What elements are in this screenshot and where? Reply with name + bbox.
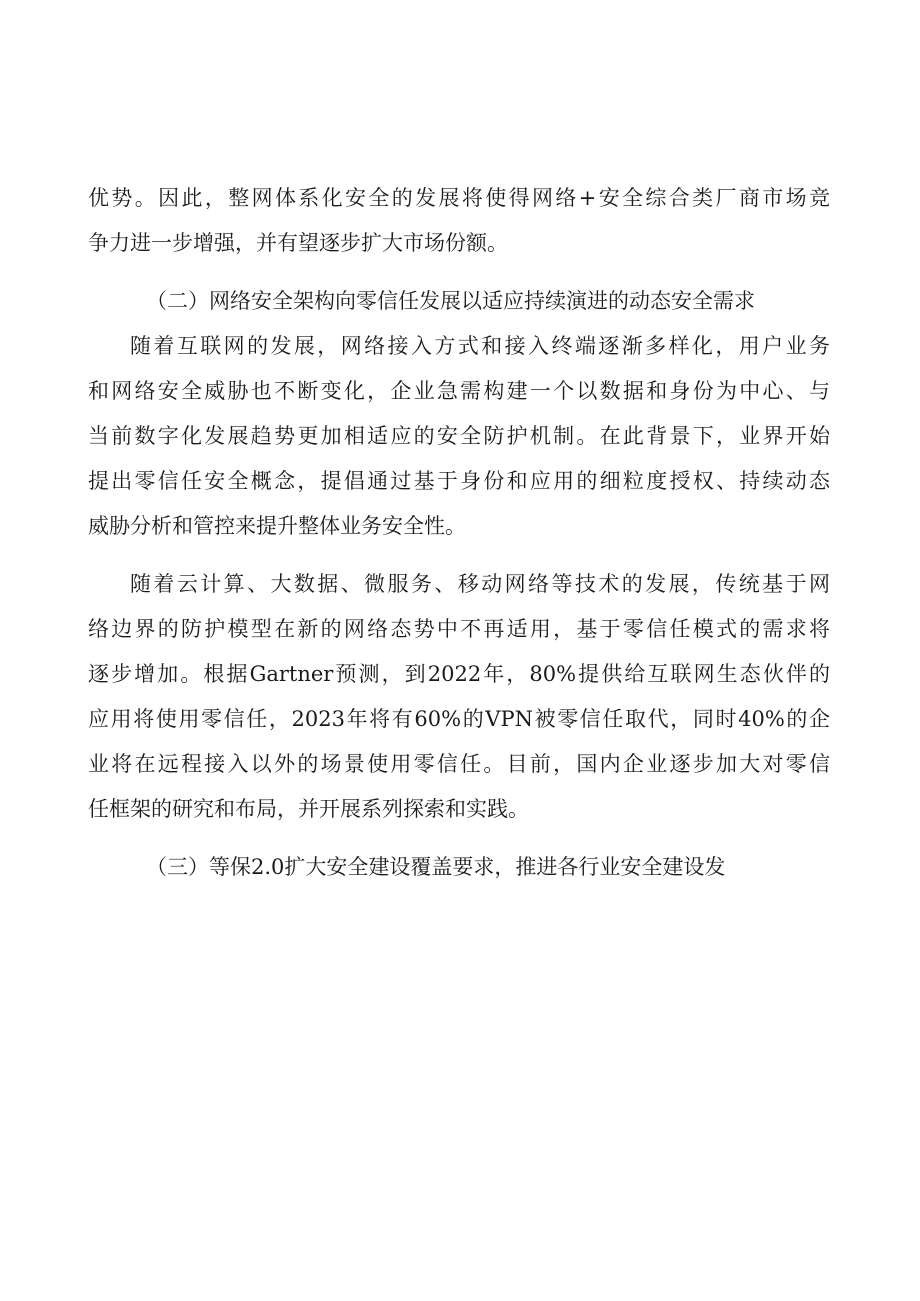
paragraph-line: 提出零信任安全概念，提倡通过基于身份和应用的细粒度授权、持续动态 xyxy=(88,469,830,493)
paragraph-line: 和网络安全威胁也不断变化，企业急需构建一个以数据和身份为中心、与 xyxy=(88,379,830,403)
paragraph-line: 业将在远程接入以外的场景使用零信任。目前，国内企业逐步加大对零信 xyxy=(88,752,830,776)
paragraph-line: 优势。因此，整网体系化安全的发展将使得网络+安全综合类厂商市场竞 xyxy=(88,186,830,210)
section-heading-3: （三）等保2.0扩大安全建设覆盖要求，推进各行业安全建设发 xyxy=(146,855,726,879)
paragraph-line: 随着互联网的发展，网络接入方式和接入终端逐渐多样化，用户业务 xyxy=(130,334,830,358)
paragraph-line: 随着云计算、大数据、微服务、移动网络等技术的发展，传统基于网 xyxy=(130,572,830,596)
paragraph-line: 应用将使用零信任，2023年将有60%的VPN被零信任取代，同时40%的企 xyxy=(88,707,830,731)
paragraph-line: 威胁分析和管控来提升整体业务安全性。 xyxy=(88,514,466,538)
paragraph-continuation xyxy=(88,176,830,266)
section-heading-2: （二）网络安全架构向零信任发展以适应持续演进的动态安全需求 xyxy=(146,289,755,313)
paragraph-line: 任框架的研究和布局，并开展系列探索和实践。 xyxy=(88,797,529,821)
document-body xyxy=(88,176,830,890)
paragraph-zero-trust-forecast xyxy=(88,562,830,832)
paragraph-line: 争力进一步增强，并有望逐步扩大市场份额。 xyxy=(88,231,508,255)
paragraph-zero-trust-intro xyxy=(88,324,830,549)
paragraph-line: 逐步增加。根据Gartner预测，到2022年，80%提供给互联网生态伙伴的 xyxy=(88,662,830,686)
paragraph-line: 络边界的防护模型在新的网络态势中不再适用，基于零信任模式的需求将 xyxy=(88,617,830,641)
paragraph-line: 当前数字化发展趋势更加相适应的安全防护机制。在此背景下，业界开始 xyxy=(88,424,830,448)
